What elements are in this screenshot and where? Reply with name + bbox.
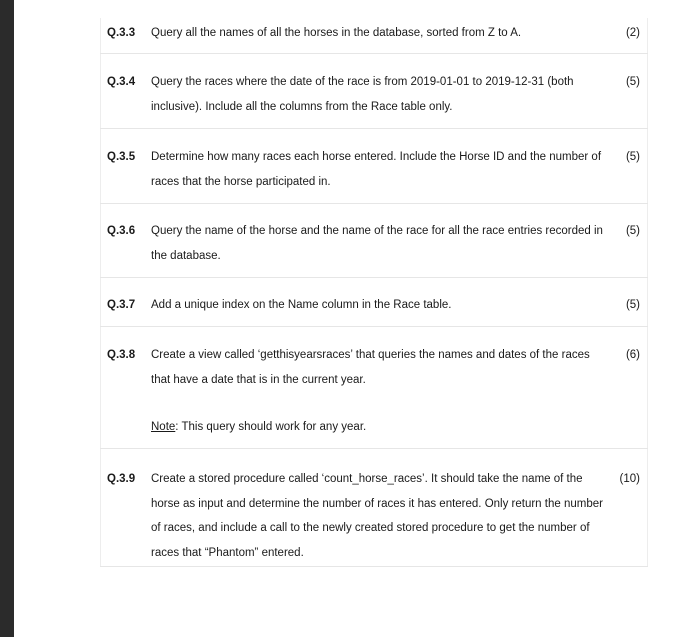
question-text: Query the name of the horse and the name of the race for all the race entries recorded in the database. xyxy=(151,225,603,262)
question-number: Q.3.3 xyxy=(107,27,136,39)
question-number: Q.3.7 xyxy=(107,299,136,311)
question-marks: (6) xyxy=(625,349,640,361)
question-document xyxy=(100,0,648,637)
question-text: Add a unique index on the Name column in the Race table. xyxy=(151,299,452,311)
question-marks: (5) xyxy=(625,151,640,163)
note-text: : This query should work for any year. xyxy=(175,421,367,433)
row-divider xyxy=(100,448,648,449)
question-marks: (5) xyxy=(625,299,640,311)
question-number: Q.3.8 xyxy=(107,349,136,361)
question-number: Q.3.5 xyxy=(107,151,136,163)
question-row-3-6 xyxy=(100,222,648,272)
row-divider xyxy=(100,566,648,567)
question-row-3-5 xyxy=(100,148,648,198)
note-label: Note xyxy=(151,421,176,433)
question-text: Query all the names of all the horses in the database, sorted from Z to A. xyxy=(151,27,522,39)
question-text: Determine how many races each horse entered. Include the Horse ID and the number of races that the horse participated in. xyxy=(151,151,602,188)
question-marks: (5) xyxy=(625,225,640,237)
question-marks: (5) xyxy=(625,76,640,88)
question-row-3-8 xyxy=(100,346,648,441)
question-row-3-4 xyxy=(100,73,648,123)
row-divider xyxy=(100,277,648,278)
question-marks: (2) xyxy=(625,27,640,39)
row-divider xyxy=(100,53,648,54)
question-text: Create a stored procedure called ‘count_horse_races’. It should take the name of the horse as input and determine the number of races it has entered. Only return the number of races, and include a call to the newly created stored procedure to get the number of races that “Phantom” entered. xyxy=(151,473,603,559)
row-divider xyxy=(100,326,648,327)
question-row-3-9 xyxy=(100,470,648,565)
question-marks: (10) xyxy=(619,473,640,485)
question-number: Q.3.4 xyxy=(107,76,136,88)
question-number: Q.3.9 xyxy=(107,473,136,485)
row-divider xyxy=(100,128,648,129)
question-text: Query the races where the date of the race is from 2019-01-01 to 2019-12-31 (both inclusive). Include all the columns from the Race table only. xyxy=(151,76,574,113)
question-row-3-7 xyxy=(100,296,648,320)
question-row-3-3 xyxy=(100,24,648,48)
question-text: Create a view called ‘getthisyearsraces’ that queries the names and dates of the races that have a date that is in the current year. xyxy=(151,349,590,386)
left-dark-edge xyxy=(0,0,14,637)
question-number: Q.3.6 xyxy=(107,225,136,237)
question-note xyxy=(151,418,366,436)
row-divider xyxy=(100,203,648,204)
